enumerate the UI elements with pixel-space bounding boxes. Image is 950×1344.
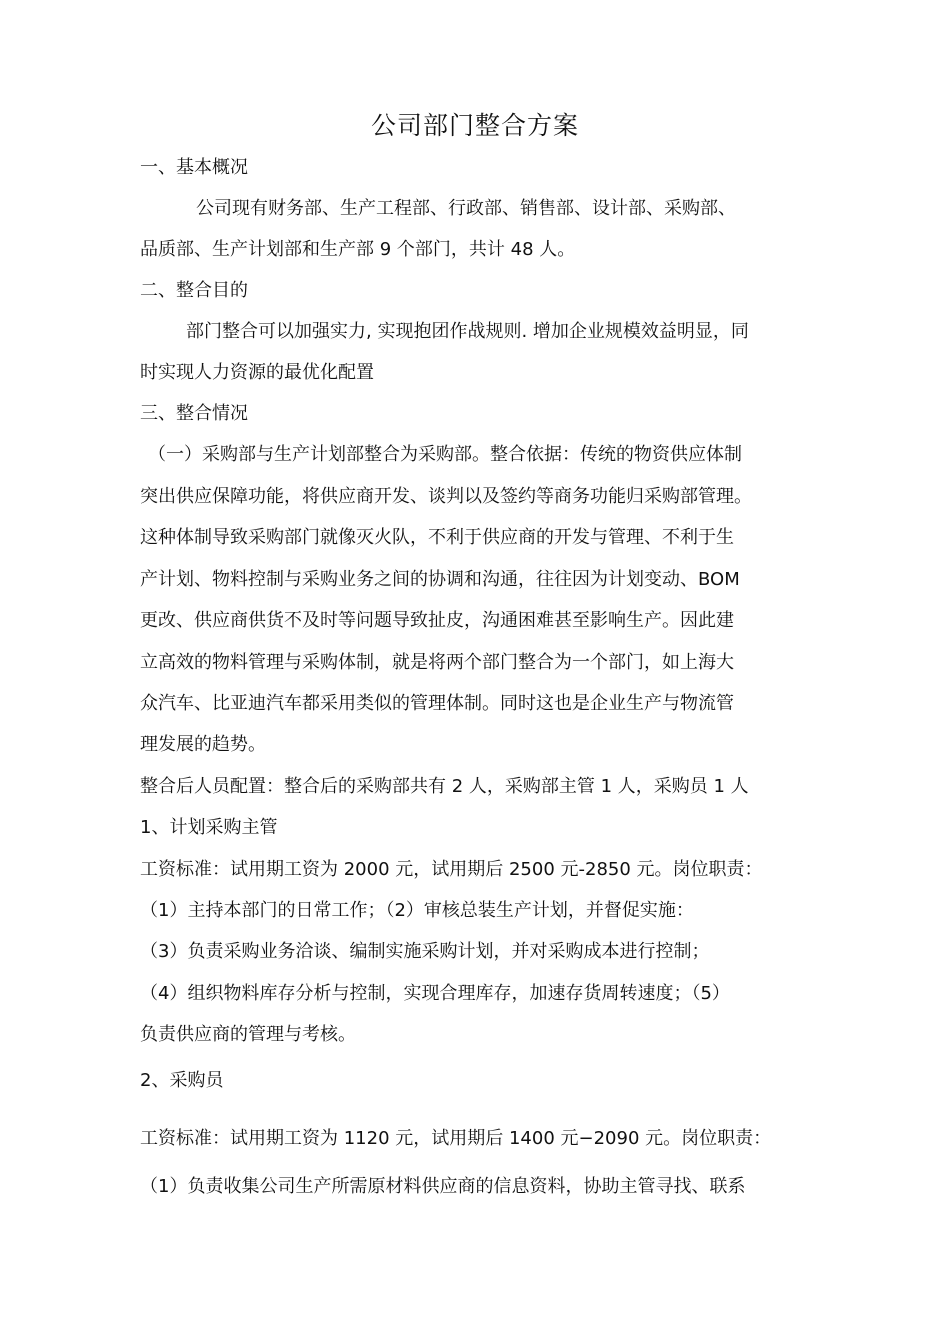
paragraph-line: （一）采购部与生产计划部整合为采购部。整合依据：传统的物资供应体制: [148, 444, 742, 465]
paragraph-line: 这种体制导致采购部门就像灭火队，不利于供应商的开发与管理、不利于生: [140, 527, 734, 548]
duty-line: （1）负责收集公司生产所需原材料供应商的信息资料，协助主管寻找、联系: [140, 1176, 746, 1197]
paragraph-line: 公司现有财务部、生产工程部、行政部、销售部、设计部、采购部、: [196, 198, 736, 219]
duty-line: （4）组织物料库存分析与控制，实现合理库存，加速存货周转速度；（5）: [140, 983, 730, 1004]
role-heading-purchaser: 2、采购员: [140, 1070, 224, 1091]
paragraph-line: 更改、供应商供货不及时等问题导致扯皮，沟通困难甚至影响生产。因此建: [140, 610, 734, 631]
duty-line: 负责供应商的管理与考核。: [140, 1024, 356, 1045]
section-heading-purpose: 二、整合目的: [140, 280, 248, 301]
duty-line: （3）负责采购业务洽谈、编制实施采购计划，并对采购成本进行控制；: [140, 941, 710, 962]
salary-line: 工资标准：试用期工资为 2000 元，试用期后 2500 元-2850 元。岗位职责：: [140, 859, 763, 880]
section-heading-situation: 三、整合情况: [140, 403, 248, 424]
document-title: 公司部门整合方案: [370, 111, 579, 140]
staffing-line: 整合后人员配置：整合后的采购部共有 2 人，采购部主管 1 人，采购员 1 人: [140, 776, 749, 797]
paragraph-line: 品质部、生产计划部和生产部 9 个部门，共计 48 人。: [140, 239, 576, 260]
paragraph-line: 立高效的物料管理与采购体制，就是将两个部门整合为一个部门，如上海大: [140, 652, 734, 673]
section-heading-overview: 一、基本概况: [140, 157, 248, 178]
paragraph-line: 产计划、物料控制与采购业务之间的协调和沟通，往往因为计划变动、BOM: [140, 569, 740, 590]
salary-line: 工资标准：试用期工资为 1120 元，试用期后 1400 元−2090 元。岗位职责：: [140, 1128, 772, 1149]
duty-line: （1）主持本部门的日常工作；（2）审核总装生产计划，并督促实施：: [140, 900, 694, 921]
paragraph-line: 时实现人力资源的最优化配置: [140, 362, 374, 383]
paragraph-line: 众汽车、比亚迪汽车都采用类似的管理体制。同时这也是企业生产与物流管: [140, 693, 734, 714]
paragraph-line: 突出供应保障功能，将供应商开发、谈判以及签约等商务功能归采购部管理。: [140, 486, 752, 507]
paragraph-line: 部门整合可以加强实力, 实现抱团作战规则. 增加企业规模效益明显，同: [186, 321, 749, 342]
paragraph-line: 理发展的趋势。: [140, 734, 266, 755]
role-heading-planning-manager: 1、计划采购主管: [140, 817, 278, 838]
